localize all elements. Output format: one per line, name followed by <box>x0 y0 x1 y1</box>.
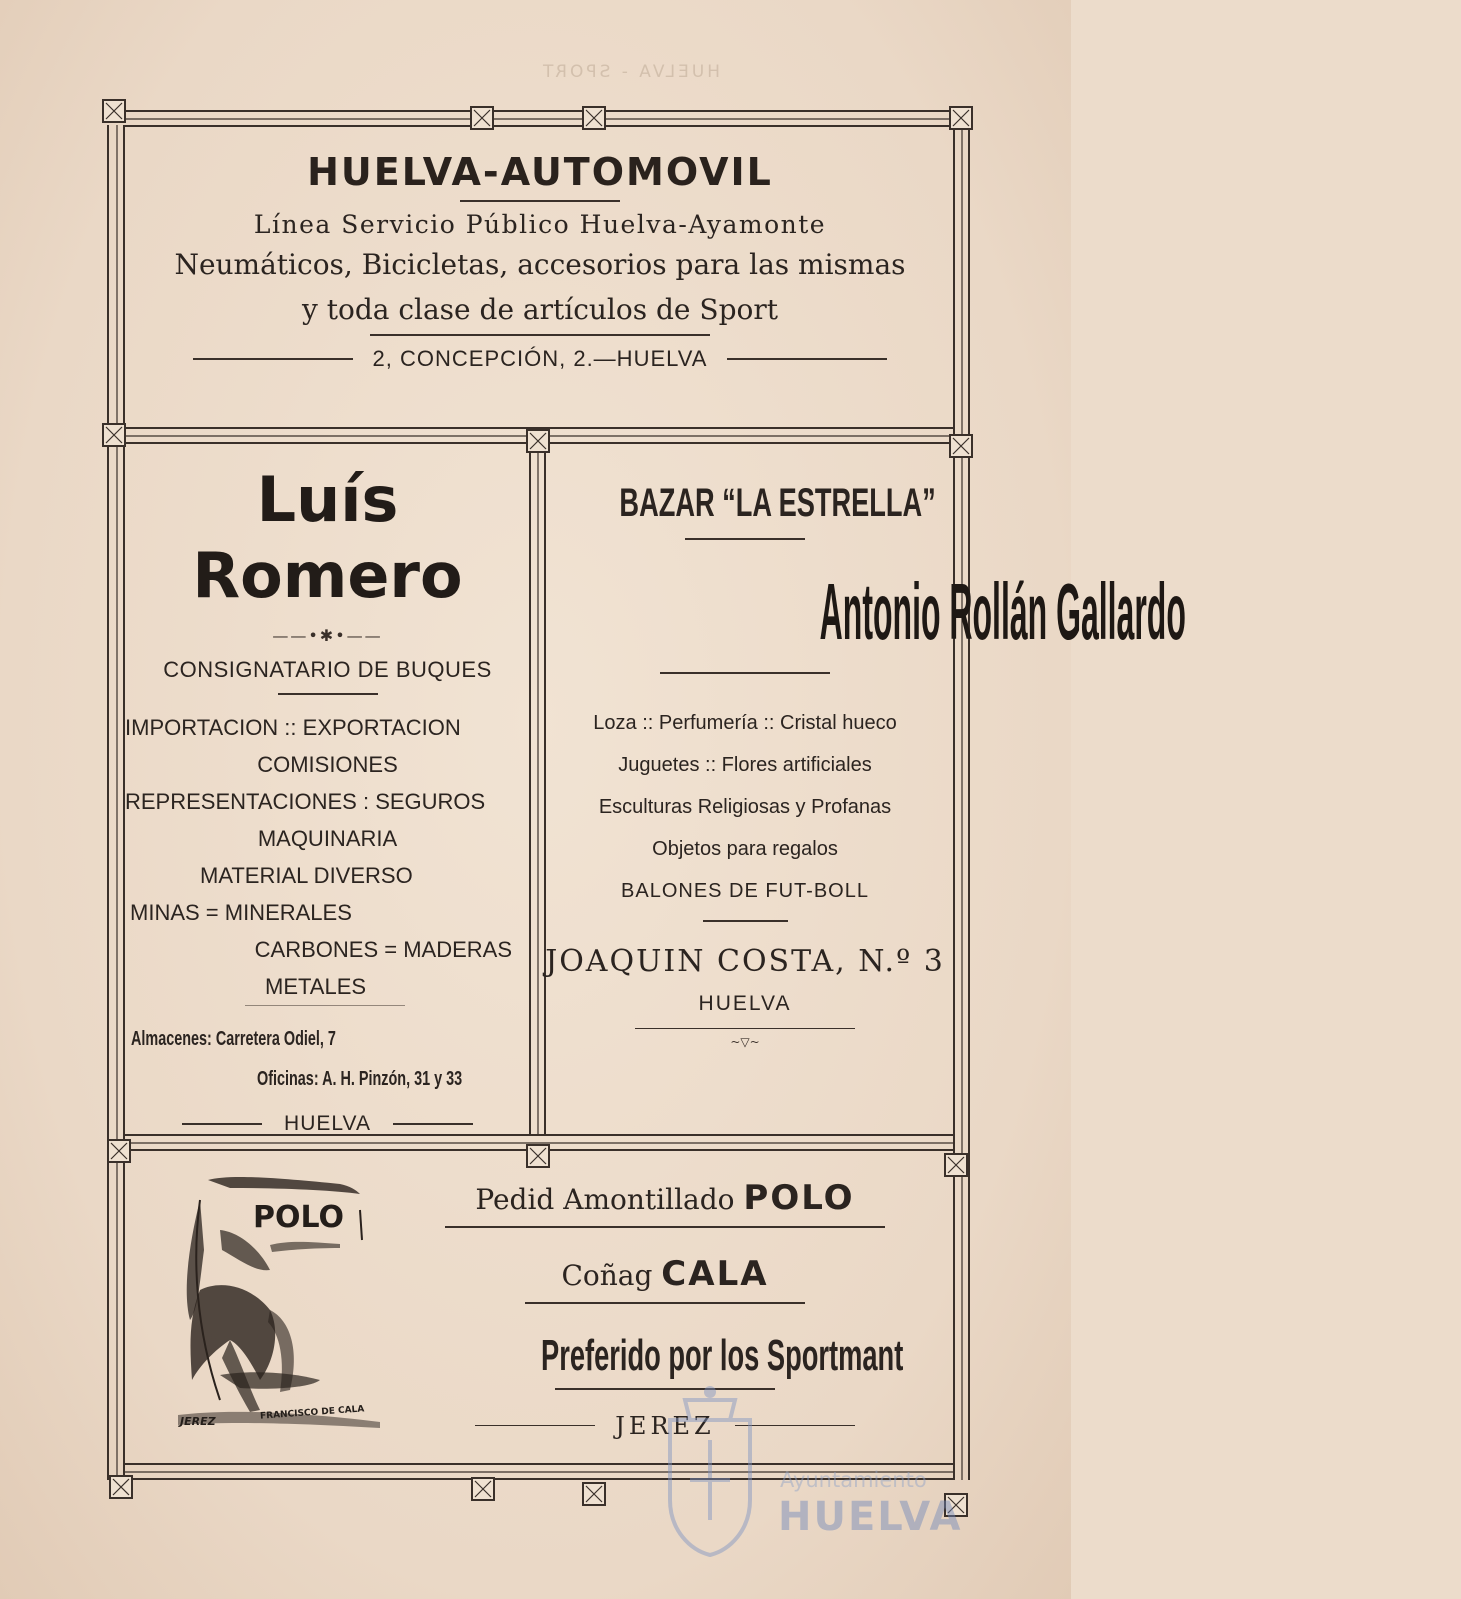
polo-label-illustration <box>160 1160 410 1450</box>
watermark-line1: Ayuntamiento <box>780 1468 927 1492</box>
service-row: COMISIONES <box>257 752 398 777</box>
product-row: BALONES DE FUT-BOLL <box>621 879 869 902</box>
owner-rule <box>660 672 830 674</box>
oficinas-row <box>125 1068 530 1112</box>
products-line: Neumáticos, Bicicletas, accesorios para las mismas <box>174 248 906 281</box>
dash-left <box>193 358 353 360</box>
huelva-automovil-ad <box>130 150 950 372</box>
product-row: Objetos para regalos <box>652 837 838 860</box>
conac-text: Coñag <box>561 1259 653 1292</box>
service-row: MATERIAL DIVERSO <box>200 863 413 888</box>
product-row: Juguetes :: Flores artificiales <box>618 753 872 776</box>
label-city: JEREZ <box>180 1415 216 1428</box>
sport-line: y toda clase de artículos de Sport <box>302 293 778 326</box>
preferred-text: Preferido por los Sportmant <box>541 1331 904 1380</box>
ornament: ——•✱•—— <box>272 626 383 645</box>
owner-name: Antonio Rollán Gallardo <box>819 567 1186 656</box>
dash-right <box>727 358 887 360</box>
jerez-text: JEREZ <box>615 1411 715 1440</box>
shop-name: BAZAR “LA ESTRELLA” <box>619 481 936 525</box>
shop-city: HUELVA <box>698 991 792 1015</box>
service-row: MINAS = MINERALES <box>130 900 352 925</box>
conac-line <box>430 1244 900 1306</box>
subtitle: CONSIGNATARIO DE BUQUES <box>163 657 492 682</box>
title-underline <box>460 200 620 202</box>
dash-left <box>475 1425 595 1427</box>
divider-rule <box>370 334 710 336</box>
address-row <box>130 346 950 372</box>
preferred-line <box>430 1324 904 1388</box>
label-maker: FRANCISCO DE CALA <box>259 1404 365 1422</box>
ornament: ~▽~ <box>730 1035 760 1049</box>
ad-title: HUELVA-AUTOMOVIL <box>307 150 773 194</box>
oficinas-text: Oficinas: A. H. Pinzón, 31 y 33 <box>257 1068 463 1090</box>
watermark-line2: HUELVA <box>778 1494 963 1540</box>
city-text: HUELVA <box>284 1112 371 1135</box>
ayuntamiento-watermark <box>650 1380 980 1580</box>
product-row: Esculturas Religiosas y Profanas <box>598 795 892 818</box>
coat-of-arms-icon <box>650 1380 770 1560</box>
service-line: Línea Servicio Público Huelva-Ayamonte <box>253 210 827 239</box>
service-row: CARBONES = MADERAS <box>254 937 512 962</box>
amontillado-line <box>430 1168 900 1230</box>
shop-rule <box>685 538 805 540</box>
bazar-la-estrella-ad <box>545 462 1186 1049</box>
almacenes-text: Almacenes: Carretera Odiel, 7 <box>131 1028 336 1050</box>
label-brand: POLO <box>253 1200 345 1235</box>
amontillado-text: Pedid Amontillado <box>475 1183 735 1216</box>
polo-brand: POLO <box>743 1178 855 1218</box>
company-name: Luís Romero <box>192 463 463 612</box>
items-rule <box>703 920 788 922</box>
cala-brand: CALA <box>661 1254 769 1294</box>
service-row: IMPORTACION :: EXPORTACION <box>125 715 461 740</box>
service-row: MAQUINARIA <box>257 826 398 851</box>
dash-right <box>393 1123 473 1125</box>
subtitle-rule <box>278 693 378 695</box>
almacenes-row <box>125 1028 530 1068</box>
luis-romero-ad <box>125 462 530 1136</box>
product-row: Loza :: Perfumería :: Cristal hueco <box>593 711 897 734</box>
shop-address: JOAQUIN COSTA, N.º 3 <box>545 943 945 979</box>
service-row: METALES <box>265 974 367 999</box>
city-rule <box>635 1028 855 1030</box>
address-text: 2, CONCEPCIÓN, 2.—HUELVA <box>372 346 708 371</box>
show-through-text: HUELVA - SPORT <box>539 62 721 82</box>
city-row <box>125 1112 530 1136</box>
service-row: REPRESENTACIONES : SEGUROS <box>125 789 486 814</box>
thin-rule <box>245 1005 405 1006</box>
dash-left <box>182 1123 262 1125</box>
